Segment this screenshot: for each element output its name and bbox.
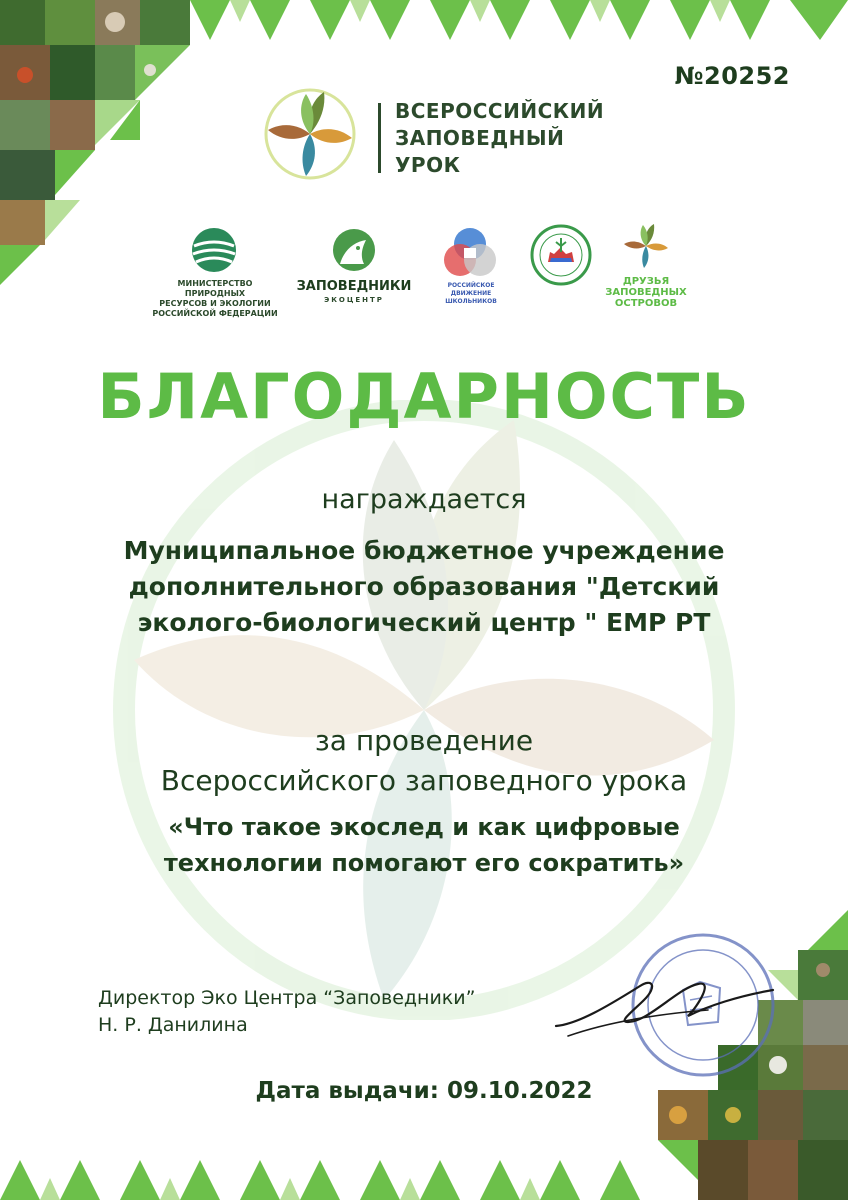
topic-line: «Что такое экослед и как цифровые	[168, 813, 680, 841]
druzya-label-line: ОСТРОВОВ	[614, 298, 678, 309]
zapovedniki-logo-icon	[330, 228, 378, 274]
ministry-label-line: РЕСУРСОВ И ЭКОЛОГИИ	[159, 299, 271, 308]
logo-title-line: ЗАПОВЕДНЫЙ	[395, 126, 565, 150]
eco-movement-emblem-icon	[530, 224, 592, 286]
issue-date-label: Дата выдачи:	[255, 1078, 439, 1104]
zapovedny-urok-logo-icon	[262, 86, 358, 182]
certificate-number: №20252	[674, 62, 790, 90]
reason-line: за проведение	[314, 724, 534, 757]
zapovedniki-label	[292, 279, 416, 305]
logo-title-line: ВСЕРОССИЙСКИЙ	[395, 99, 605, 123]
reason-line: Всероссийского заповедного урока	[160, 764, 688, 797]
rdsh-label-line: ДВИЖЕНИЕ ШКОЛЬНИКОВ	[445, 290, 497, 305]
topic-line: технологии помогают его сократить»	[163, 849, 685, 877]
ministry-label-line: РОССИЙСКОЙ ФЕДЕРАЦИИ	[152, 309, 278, 318]
recipient-line: Муниципальное бюджетное учреждение	[123, 536, 725, 565]
logo-title-line: УРОК	[395, 153, 461, 177]
recipient-line: эколого-биологический центр " ЕМР РТ	[137, 608, 711, 637]
director-signature	[548, 966, 778, 1046]
druzya-label-line: ДРУЗЬЯ	[622, 276, 670, 287]
signatory-name: Н. Р. Данилина	[98, 1014, 248, 1036]
issue-date	[0, 1078, 848, 1104]
rdsh-label	[432, 282, 510, 306]
zapovedniki-name: ЗАПОВЕДНИКИ	[296, 279, 412, 294]
signatory-position: Директор Эко Центра “Заповедники”	[98, 987, 476, 1009]
rdsh-logo-icon	[440, 224, 500, 280]
nature-photo-mosaic-top-left	[0, 0, 190, 290]
druzya-label-line: ЗАПОВЕДНЫХ	[605, 287, 687, 298]
issue-date-value: 09.10.2022	[446, 1078, 593, 1104]
certificate-heading: БЛАГОДАРНОСТЬ	[97, 360, 751, 433]
ministry-logo-icon	[190, 226, 238, 274]
ministry-label-line: МИНИСТЕРСТВО ПРИРОДНЫХ	[177, 279, 253, 298]
zapovedniki-sub: ЭКОЦЕНТР	[324, 296, 384, 304]
awarded-label: награждается	[321, 484, 527, 515]
druzya-ostrovov-label	[600, 276, 692, 309]
rdsh-label-line: РОССИЙСКОЕ	[447, 282, 495, 289]
recipient-line: дополнительного образования "Детский	[128, 572, 720, 601]
logo-title	[395, 98, 604, 179]
logo-divider	[378, 103, 381, 173]
ministry-label	[148, 279, 282, 319]
druzya-ostrovov-logo-icon	[620, 220, 672, 272]
